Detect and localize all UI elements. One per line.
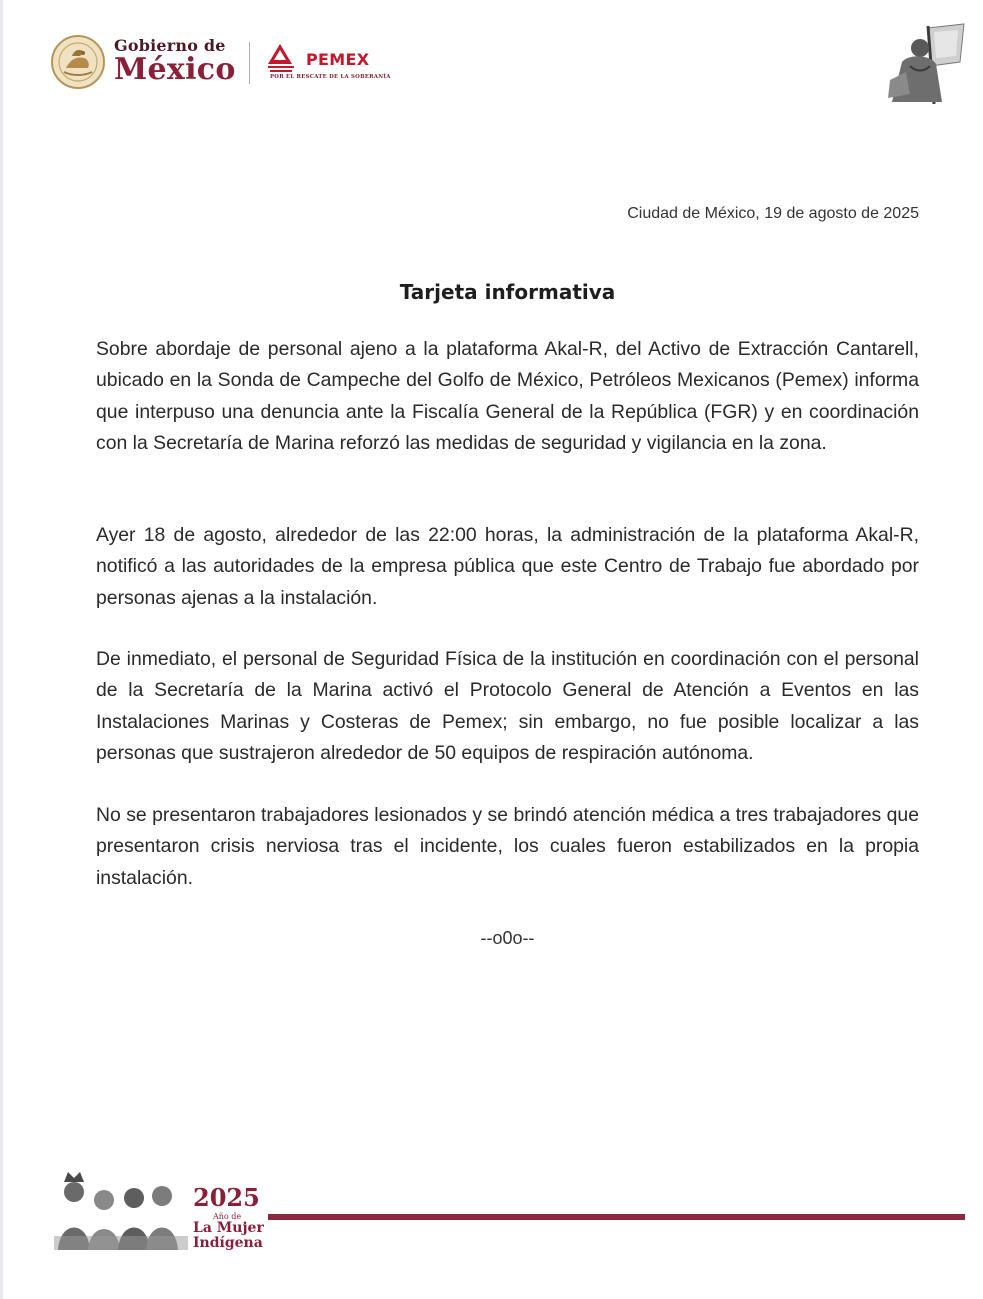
gov-logo-line1: Gobierno de — [114, 36, 226, 55]
footer-la-mujer: La Mujer — [193, 1220, 264, 1236]
gov-logo-line2: México — [114, 52, 236, 87]
paragraph-2: Ayer 18 de agosto, alrededor de las 22:00 horas, la administración de la plataforma Akal-R, notificó a las autoridades de la empresa pública que este Centro de Trabajo fue abordado por personas ajenas a la instalación. — [96, 524, 919, 609]
footer-year: 2025 — [193, 1183, 260, 1212]
flag-bearer-illustration-icon — [884, 22, 966, 106]
closing-mark: --o0o-- — [480, 928, 535, 948]
paragraph-1: Sobre abordaje de personal ajeno a la plataforma Akal-R, del Activo de Extracción Cantarell, ubicado en la Sonda de Campeche del Golfo de México, Petróleos Mexicanos (Pemex) informa que interpuso una denuncia ante la Fiscalía General de la República (FGR) y en coordinación con la Secretaría de Marina reforzó las medidas de seguridad y vigilancia en la zona. — [96, 338, 919, 454]
footer-indigena: Indígena — [193, 1235, 263, 1251]
document-date: Ciudad de México, 19 de agosto de 2025 — [627, 205, 919, 222]
indigenous-women-illustration-icon — [54, 1170, 188, 1250]
gobierno-de-mexico-logo — [50, 34, 250, 90]
national-seal-icon — [50, 34, 106, 90]
footer-ano-de: Año de — [213, 1212, 242, 1221]
document-title: Tarjeta informativa — [399, 280, 616, 304]
paragraph-3: De inmediato, el personal de Seguridad Física de la institución en coordinación con el personal de la Secretaría de la Marina activó el Protocolo General de Atención a Eventos en las Instalaciones Marinas y Costeras de Pemex; sin embargo, no fue posible localizar a las personas que sustrajeron alrededor de 50 equipos de respiración autónoma. — [96, 648, 919, 764]
pemex-flame-icon — [266, 42, 306, 78]
logo-divider — [249, 42, 250, 84]
paragraph-4: No se presentaron trabajadores lesionados y se brindó atención médica a tres trabajadores que presentaron crisis nerviosa tras el incidente, los cuales fueron estabilizados en la propia instalación. — [96, 804, 919, 889]
pemex-wordmark: PEMEX — [306, 50, 370, 69]
pemex-logo — [266, 40, 406, 84]
pemex-slogan: POR EL RESCATE DE LA SOBERANÍA — [270, 74, 391, 80]
footer-divider-bar — [268, 1214, 965, 1220]
